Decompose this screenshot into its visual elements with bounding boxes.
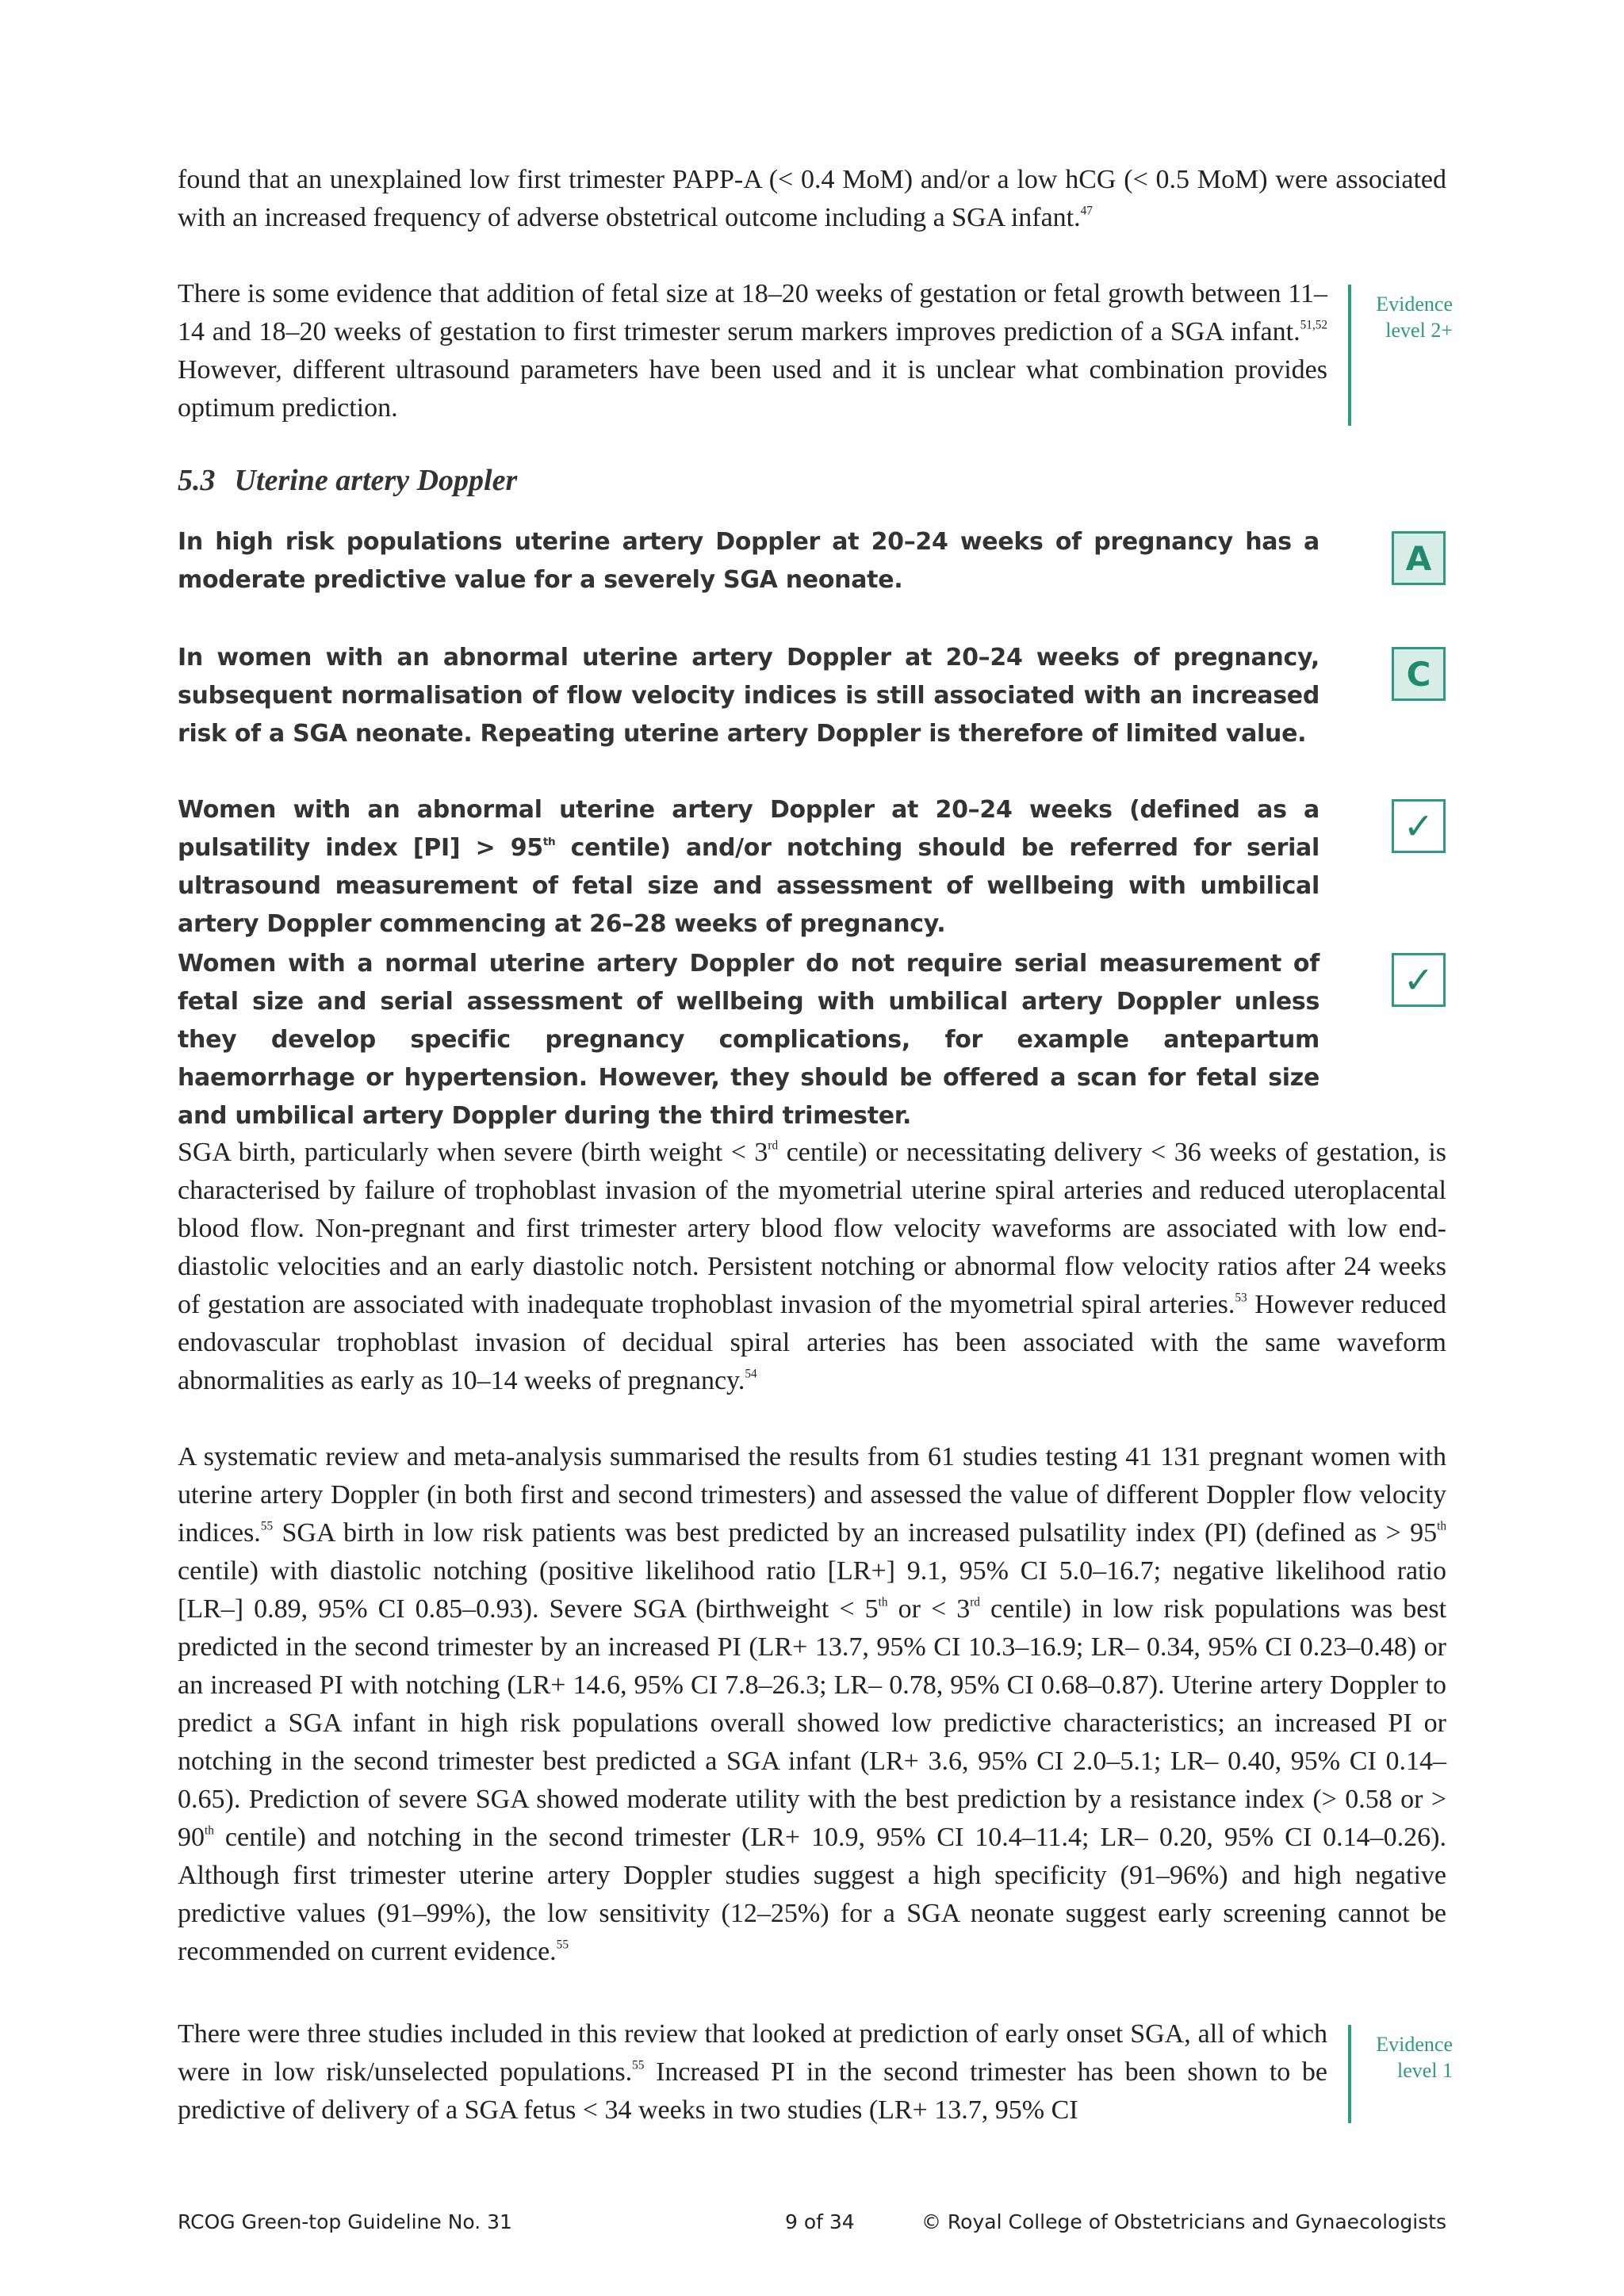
recommendation-text: In high risk populations uterine artery Doppler at 20–24 weeks of pregnancy has a moderate predictive value for a severely SGA neonate. [178,528,1320,594]
section-heading: 5.3 Uterine artery Doppler [178,464,518,497]
body-paragraph: A systematic review and meta-analysis summarised the results from 61 studies testing 41 131 pregnant women with uterine artery Doppler (in both first and second trimesters) and assessed the value of different Doppler flow velocity indices.$^{55}$ SGA birth in low risk patients was best predicted by an increased pulsatility index (PI) (defined as > 95th centile) with diastolic notching (positive likelihood ratio [LR+] 9.1, 95% CI 5.0–16.7; negative likelihood ratio [LR–] 0.89, 95% CI 0.85–0.93). Severe SGA (birthweight < 5th or < 3rd centile) in low risk populations was best predicted in the second trimester by an increased PI (LR+ 13.7, 95% CI 10.3–16.9; LR– 0.34, 95% CI 0.23–0.48) or an increased PI with notching (LR+ 14.6, 95% CI 7.8–26.3; LR– 0.78, 95% CI 0.68–0.87). Uterine artery Doppler to predict a SGA infant in high risk populations overall showed low predictive characteristics; an increased PI or notching in the second trimester best predicted a SGA infant (LR+ 3.6, 95% CI 2.0–5.1; LR– 0.40, 95% CI 0.14–0.65). Prediction of severe SGA showed moderate utility with the best prediction by a resistance index (> 0.58 or > 90th centile) and notching in the second trimester (LR+ 10.9, 95% CI 10.4–11.4; LR– 0.20, 95% CI 0.14–0.26). Although first trimester uterine artery Doppler studies suggest a high specificity (91–96%) and high negative predictive values (91–99%), the low sensitivity (12–25%) for a SGA neonate suggest early screening cannot be recommended on current evidence.$^{55}$ [178,1442,1447,1966]
body-paragraph: There were three studies included in this review that looked at prediction of early onset SGA, all of which were in low risk/unselected populations.$^{55}$ Increased PI in the second trimester has been shown to be predictive of delivery of a SGA fetus < 34 weeks in two studies (LR+ 13.7, 95% CI [178,2019,1327,2125]
good-practice-check-icon: ✓ [1392,799,1446,853]
evidence-level-marker [1348,285,1453,426]
recommendation-text: Women with an abnormal uterine artery Doppler at 20–24 weeks (defined as a pulsatility index [PI] > 95th centile) and/or notching should be referred for serial ultrasound measurement of fetal size and assessment of wellbeing with umbilical artery Doppler commencing at 26–28 weeks of pregnancy. [178,796,1320,938]
footer-page-number: 9 of 34 [785,2210,855,2233]
evidence-level-label: Evidence level 1 [1376,2033,1453,2082]
body-paragraph: There is some evidence that addition of fetal size at 18–20 weeks of gestation or fetal growth between 11–14 and 18–20 weeks of gestation to first trimester serum markers improves prediction of a SGA infant.$^{51,52}$ However, different ultrasound parameters have been used and it is unclear what combination provides optimum prediction. [178,279,1327,423]
reference-superscript: 53 [1235,1291,1247,1305]
reference-superscript: 47 [1080,204,1093,218]
reference-superscript: 51,52 [1300,318,1327,332]
footer-guideline-title: RCOG Green-top Guideline No. 31 [178,2210,512,2233]
evidence-level-label: Evidence level 2+ [1376,293,1453,342]
recommendation-text: Women with a normal uterine artery Doppler do not require serial measurement of fetal size and serial assessment of wellbeing with umbilical artery Doppler unless they develop specific pregnancy complications, for example antepartum haemorrhage or hypertension. However, they should be offered a scan for fetal size and umbilical artery Doppler during the third trimester. [178,950,1320,1130]
reference-superscript: 55 [556,1938,569,1952]
grade-box-a: A [1392,531,1446,585]
reference-superscript: 55 [260,1519,274,1533]
evidence-level-marker [1348,2025,1453,2123]
recommendation-text: In women with an abnormal uterine artery Doppler at 20–24 weeks of pregnancy, subsequent normalisation of flow velocity indices is still associated with an increased risk of a SGA neonate. Repeating uterine artery Doppler is therefore of limited value. [178,644,1320,748]
good-practice-check-icon: ✓ [1392,953,1446,1007]
reference-superscript: 55 [632,2058,645,2072]
footer-copyright: © Royal College of Obstetricians and Gynaecologists [921,2210,1446,2233]
reference-superscript: 54 [745,1367,757,1381]
body-paragraph: found that an unexplained low first trimester PAPP-A (< 0.4 MoM) and/or a low hCG (< 0.5 MoM) were associated with an increased frequency of adverse obstetrical outcome including a SGA infant.$^{47}$ [178,165,1446,232]
grade-box-c: C [1392,647,1446,701]
body-paragraph: SGA birth, particularly when severe (birth weight < 3rd centile) or necessitating delivery < 36 weeks of gestation, is characterised by failure of trophoblast invasion of the myometrial uterine spiral arteries and reduced uteroplacental blood flow. Non-pregnant and first trimester artery blood flow velocity waveforms are associated with low end-diastolic velocities and an early diastolic notch. Persistent notching or abnormal flow velocity ratios after 24 weeks of gestation are associated with inadequate trophoblast invasion of the myometrial spiral arteries.$^{53}$ However reduced endovascular trophoblast invasion of decidual spiral arteries has been associated with the same waveform abnormalities as early as 10–14 weeks of pregnancy.$^{54}$ [178,1138,1446,1395]
